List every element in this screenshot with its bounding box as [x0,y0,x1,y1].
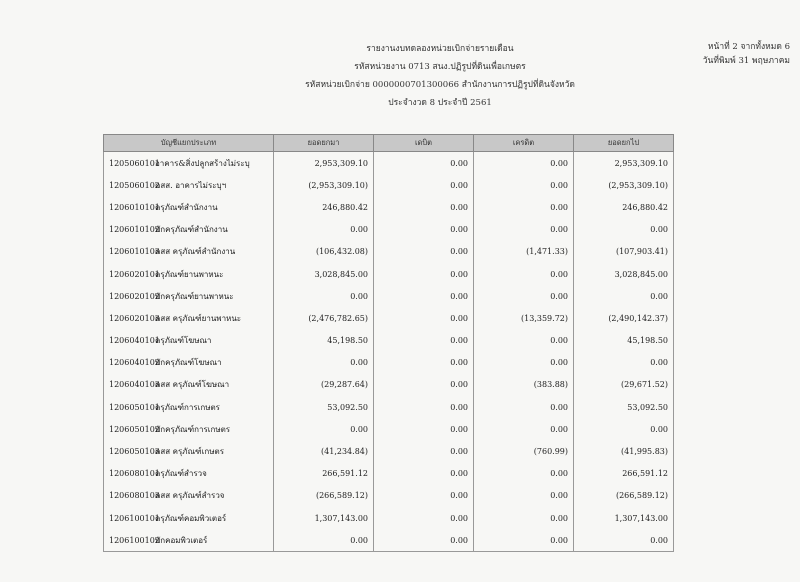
table-row [104,196,674,218]
account-name: คสส ครุภัณฑ์สำรวจ [155,491,225,501]
carried-forward-cell: (2,953,309.10) [574,174,674,196]
account-cell [104,241,274,263]
account-name: ครุภัณฑ์โฆษณา [155,336,212,346]
account-cell [104,463,274,485]
credit-cell: 0.00 [474,418,574,440]
account-code: 1205060101 [109,158,160,168]
account-cell [104,196,274,218]
table-row [104,440,674,462]
credit-cell: 0.00 [474,152,574,175]
debit-cell: 0.00 [374,463,474,485]
credit-cell: 0.00 [474,507,574,529]
account-code: 1206040102 [109,358,160,368]
account-name: คสส ครุภัณฑ์โฆษณา [155,380,230,390]
print-date: วันที่พิมพ์ 31 พฤษภาคม [702,56,790,66]
brought-forward-cell: 2,953,309.10 [274,152,374,175]
brought-forward-cell: (2,476,782.65) [274,307,374,329]
credit-cell: 0.00 [474,485,574,507]
brought-forward-cell: 246,880.42 [274,196,374,218]
account-name: คสส. อาคารไม่ระบุฯ [155,180,227,190]
account-cell [104,396,274,418]
account-cell [104,174,274,196]
credit-cell: 0.00 [474,174,574,196]
carried-forward-cell: 1,307,143.00 [574,507,674,529]
table-row [104,330,674,352]
debit-cell: 0.00 [374,440,474,462]
account-name: คสส ครุภัณฑ์ยานพาหนะ [155,313,242,323]
carried-forward-cell: 266,591.12 [574,463,674,485]
carried-forward-cell: 53,092.50 [574,396,674,418]
credit-cell: 0.00 [474,352,574,374]
brought-forward-cell: 3,028,845.00 [274,263,374,285]
credit-cell: 0.00 [474,285,574,307]
account-cell [104,374,274,396]
table-row [104,152,674,175]
table-header-row [104,135,674,152]
brought-forward-cell: 1,307,143.00 [274,507,374,529]
account-code: 1206050102 [109,424,160,434]
account-code: 1206040103 [109,380,160,390]
brought-forward-cell: 0.00 [274,418,374,440]
brought-forward-cell: 0.00 [274,352,374,374]
brought-forward-cell: (266,589.12) [274,485,374,507]
account-code: 1206040101 [109,336,160,346]
table-row [104,219,674,241]
account-cell [104,152,274,175]
credit-cell: 0.00 [474,263,574,285]
account-cell [104,507,274,529]
credit-cell: (1,471.33) [474,241,574,263]
credit-cell: 0.00 [474,330,574,352]
account-code: 1205060102 [109,180,160,190]
carried-forward-cell: (107,903.41) [574,241,674,263]
table-row [104,463,674,485]
debit-cell: 0.00 [374,152,474,175]
table-row [104,263,674,285]
account-name: พักครุภัณฑ์สำนักงาน [155,225,228,235]
brought-forward-cell: 0.00 [274,285,374,307]
account-name: พักครุภัณฑ์ยานพาหนะ [155,291,234,301]
credit-cell: 0.00 [474,196,574,218]
table-row [104,507,674,529]
column-header-debit: เดบิต [374,135,474,152]
carried-forward-cell: 45,198.50 [574,330,674,352]
account-code: 1206010101 [109,202,160,212]
table-row [104,241,674,263]
brought-forward-cell: 0.00 [274,219,374,241]
debit-cell: 0.00 [374,219,474,241]
carried-forward-cell: 0.00 [574,418,674,440]
debit-cell: 0.00 [374,374,474,396]
account-code: 1206100102 [109,535,160,545]
debit-cell: 0.00 [374,352,474,374]
column-header-carried-forward: ยอดยกไป [574,135,674,152]
account-name: พักคอมพิวเตอร์ [155,535,208,545]
table-row [104,418,674,440]
credit-cell: 0.00 [474,396,574,418]
carried-forward-cell: (29,671.52) [574,374,674,396]
carried-forward-cell: (266,589.12) [574,485,674,507]
carried-forward-cell: 0.00 [574,285,674,307]
debit-cell: 0.00 [374,241,474,263]
carried-forward-cell: (41,995.83) [574,440,674,462]
account-code: 1206010103 [109,247,160,257]
brought-forward-cell: (2,953,309.10) [274,174,374,196]
column-header-credit: เครดิต [474,135,574,152]
account-name: พักครุภัณฑ์โฆษณา [155,358,222,368]
trial-balance-table [103,134,674,552]
carried-forward-cell: (2,490,142.37) [574,307,674,329]
credit-cell: (383.88) [474,374,574,396]
carried-forward-cell: 246,880.42 [574,196,674,218]
debit-cell: 0.00 [374,396,474,418]
debit-cell: 0.00 [374,507,474,529]
account-code: 1206050103 [109,447,160,457]
debit-cell: 0.00 [374,285,474,307]
account-name: คสส ครุภัณฑ์เกษตร [155,447,224,457]
carried-forward-cell: 0.00 [574,219,674,241]
account-name: ครุภัณฑ์คอมพิวเตอร์ [155,513,227,523]
account-cell [104,440,274,462]
debit-cell: 0.00 [374,330,474,352]
carried-forward-cell: 0.00 [574,352,674,374]
page-number: หน้าที่ 2 จากทั้งหมด 6 [707,42,790,52]
account-cell [104,307,274,329]
account-cell [104,330,274,352]
account-cell [104,352,274,374]
table-row [104,174,674,196]
debit-cell: 0.00 [374,263,474,285]
account-name: พักครุภัณฑ์การเกษตร [155,424,231,434]
brought-forward-cell: (29,287.64) [274,374,374,396]
brought-forward-cell: 266,591.12 [274,463,374,485]
account-code: 1206020103 [109,313,160,323]
account-code: 1206020102 [109,291,160,301]
credit-cell: 0.00 [474,529,574,552]
debit-cell: 0.00 [374,196,474,218]
period-line: ประจำงวด 8 ประจำปี 2561 [388,98,492,108]
debit-cell: 0.00 [374,174,474,196]
account-code: 1206010102 [109,225,160,235]
account-cell [104,418,274,440]
account-code: 1206100101 [109,513,160,523]
account-cell [104,529,274,552]
account-code: 1206080101 [109,469,160,479]
debit-cell: 0.00 [374,485,474,507]
account-code: 1206050101 [109,402,160,412]
credit-cell: 0.00 [474,219,574,241]
debit-cell: 0.00 [374,529,474,552]
table-row [104,285,674,307]
report-title-block [270,40,610,112]
account-cell [104,219,274,241]
disbursement-unit-line: รหัสหน่วยเบิกจ่าย 0000000701300066 สำนักงานการปฏิรูปที่ดินจังหวัด [305,80,575,90]
agency-line: รหัสหน่วยงาน 0713 สนง.ปฏิรูปที่ดินเพื่อเกษตร [354,62,526,72]
credit-cell: (13,359.72) [474,307,574,329]
brought-forward-cell: 0.00 [274,529,374,552]
debit-cell: 0.00 [374,307,474,329]
brought-forward-cell: (106,432.08) [274,241,374,263]
table-row [104,529,674,552]
table-row [104,485,674,507]
table-body [104,152,674,552]
brought-forward-cell: (41,234.84) [274,440,374,462]
account-name: ครุภัณฑ์สำนักงาน [155,202,218,212]
account-name: ครุภัณฑ์ยานพาหนะ [155,269,224,279]
credit-cell: (760.99) [474,440,574,462]
brought-forward-cell: 53,092.50 [274,396,374,418]
carried-forward-cell: 0.00 [574,529,674,552]
table-row [104,352,674,374]
column-header-brought-forward: ยอดยกมา [274,135,374,152]
brought-forward-cell: 45,198.50 [274,330,374,352]
carried-forward-cell: 2,953,309.10 [574,152,674,175]
account-name: ครุภัณฑ์สำรวจ [155,469,207,479]
table-row [104,374,674,396]
credit-cell: 0.00 [474,463,574,485]
account-cell [104,263,274,285]
account-cell [104,285,274,307]
report-title: รายงานงบทดลองหน่วยเบิกจ่ายรายเดือน [366,44,514,54]
account-name: คสส ครุภัณฑ์สำนักงาน [155,247,236,257]
page-info [690,40,790,68]
account-code: 1206020101 [109,269,160,279]
column-header-account: บัญชีแยกประเภท [104,135,274,152]
account-cell [104,485,274,507]
account-name: ครุภัณฑ์การเกษตร [155,402,220,412]
table-row [104,307,674,329]
table-row [104,396,674,418]
account-name: อาคาร&สิ่งปลูกสร้างไม่ระบุ [155,158,250,168]
debit-cell: 0.00 [374,418,474,440]
account-code: 1206080103 [109,491,160,501]
carried-forward-cell: 3,028,845.00 [574,263,674,285]
